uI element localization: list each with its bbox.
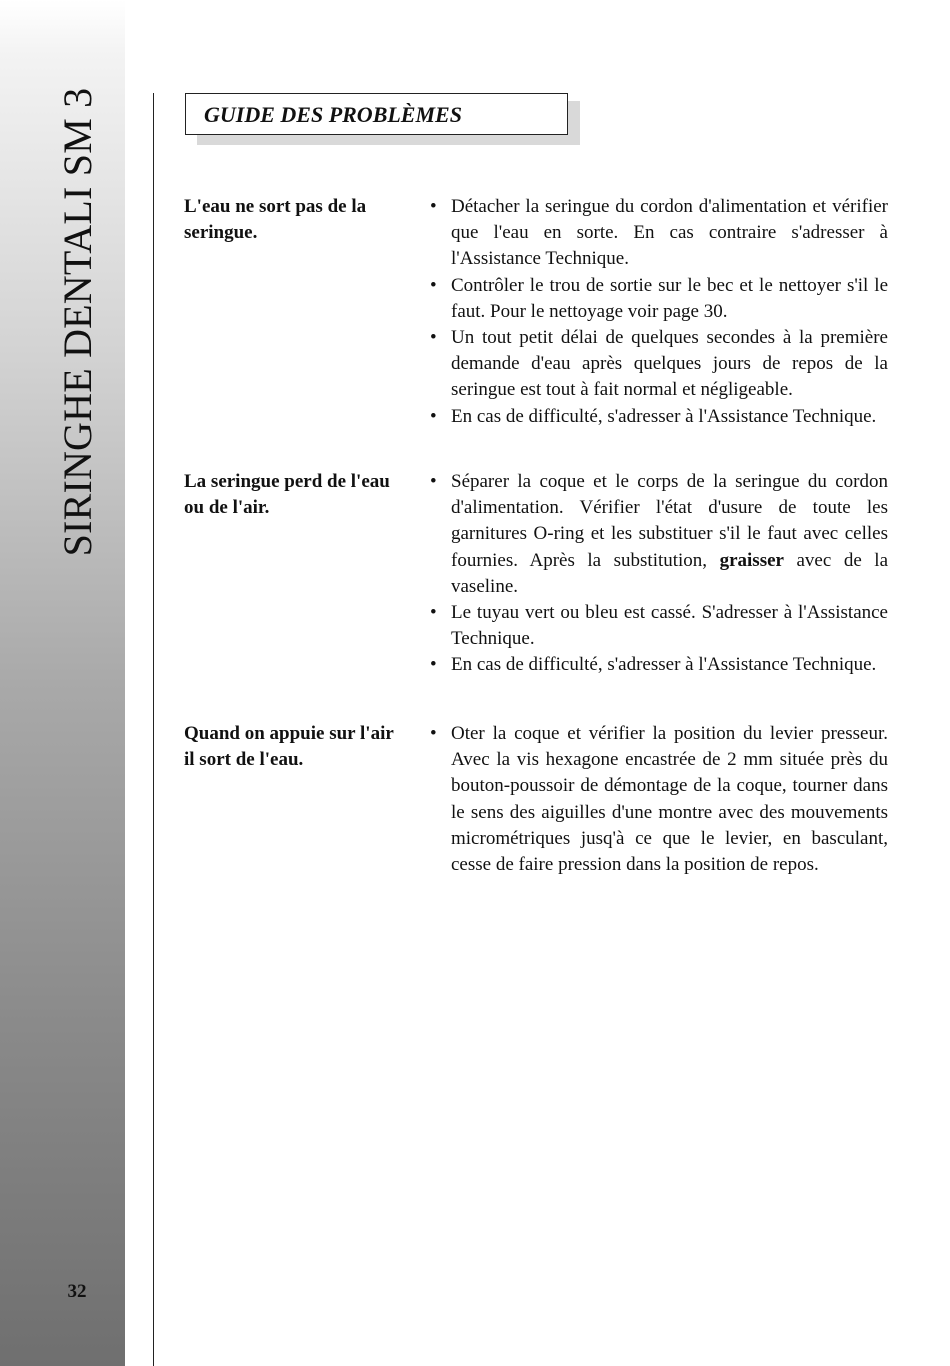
bullet: • xyxy=(430,723,437,744)
problem-label: L'eau ne sort pas de la seringue. xyxy=(184,196,367,244)
header-box xyxy=(185,93,568,135)
bullet: • xyxy=(430,327,437,349)
solution-emphasis: graisser xyxy=(719,549,784,571)
solution-text: Détacher la seringue du cordon d'alimentation et vérifier que l'eau en sorte. En cas contraire s'adresser à l'Assistance Technique. xyxy=(451,196,888,270)
bullet: • xyxy=(430,405,437,427)
problem-label: La seringue perd de l'eau ou de l'air. xyxy=(184,471,390,519)
vertical-rule xyxy=(153,93,154,1366)
solution-item xyxy=(430,721,888,878)
solution-text: Un tout petit délai de quelques secondes à la première demande d'eau après quelques jours de repos de la seringue est tout à fait normal et négligeable. xyxy=(451,327,888,401)
page-number: 32 xyxy=(67,1281,87,1302)
solution-item xyxy=(430,652,888,678)
solution-text: Le tuyau vert ou bleu est cassé. S'adresser à l'Assistance Technique. xyxy=(451,602,888,650)
page-title: GUIDE DES PROBLÈMES xyxy=(204,102,462,127)
sidebar-title: SIRINGHE DENTALI SM 3 xyxy=(55,87,100,557)
solution-text: avec de la vaseline. xyxy=(451,549,888,597)
solution-text: Oter la coque et vérifier la position du levier presseur. Avec la vis hexagone encastrée de 2 mm située près du bouton-poussoir de démontage de la coque, tourner dans le sens des aiguilles d'une montre avec des mouvements micrométriques jusq'à ce que le levier, en basculant, cesse de faire pression dans la position de repos. xyxy=(451,723,888,876)
solution-text: Contrôler le trou de sortie sur le bec et le nettoyer s'il le faut. Pour le nettoyage voir page 30. xyxy=(451,274,888,322)
solution-item xyxy=(430,194,888,273)
bullet: • xyxy=(430,654,437,676)
solution-item xyxy=(430,273,888,325)
solution-item xyxy=(430,469,888,600)
solution-text: Séparer la coque et le corps de la seringue du cordon d'alimentation. Vérifier l'état d'usure de toute les garnitures O-ring et les substituer s'il le faut avec celles fournies. Après la substitution, xyxy=(451,471,888,571)
solution-item xyxy=(430,325,888,404)
solution-list xyxy=(430,194,888,430)
solution-item xyxy=(430,404,888,430)
solution-list xyxy=(430,469,888,679)
solution-list xyxy=(430,721,888,878)
bullet: • xyxy=(430,602,437,624)
solution-item xyxy=(430,600,888,652)
solution-text: En cas de difficulté, s'adresser à l'Assistance Technique. xyxy=(451,405,877,427)
bullet: • xyxy=(430,274,437,296)
sidebar xyxy=(0,0,125,1366)
problem-label: Quand on appuie sur l'air il sort de l'eau. xyxy=(184,723,394,771)
solution-text: En cas de difficulté, s'adresser à l'Assistance Technique. xyxy=(451,654,877,676)
bullet: • xyxy=(430,471,437,492)
bullet: • xyxy=(430,196,437,217)
